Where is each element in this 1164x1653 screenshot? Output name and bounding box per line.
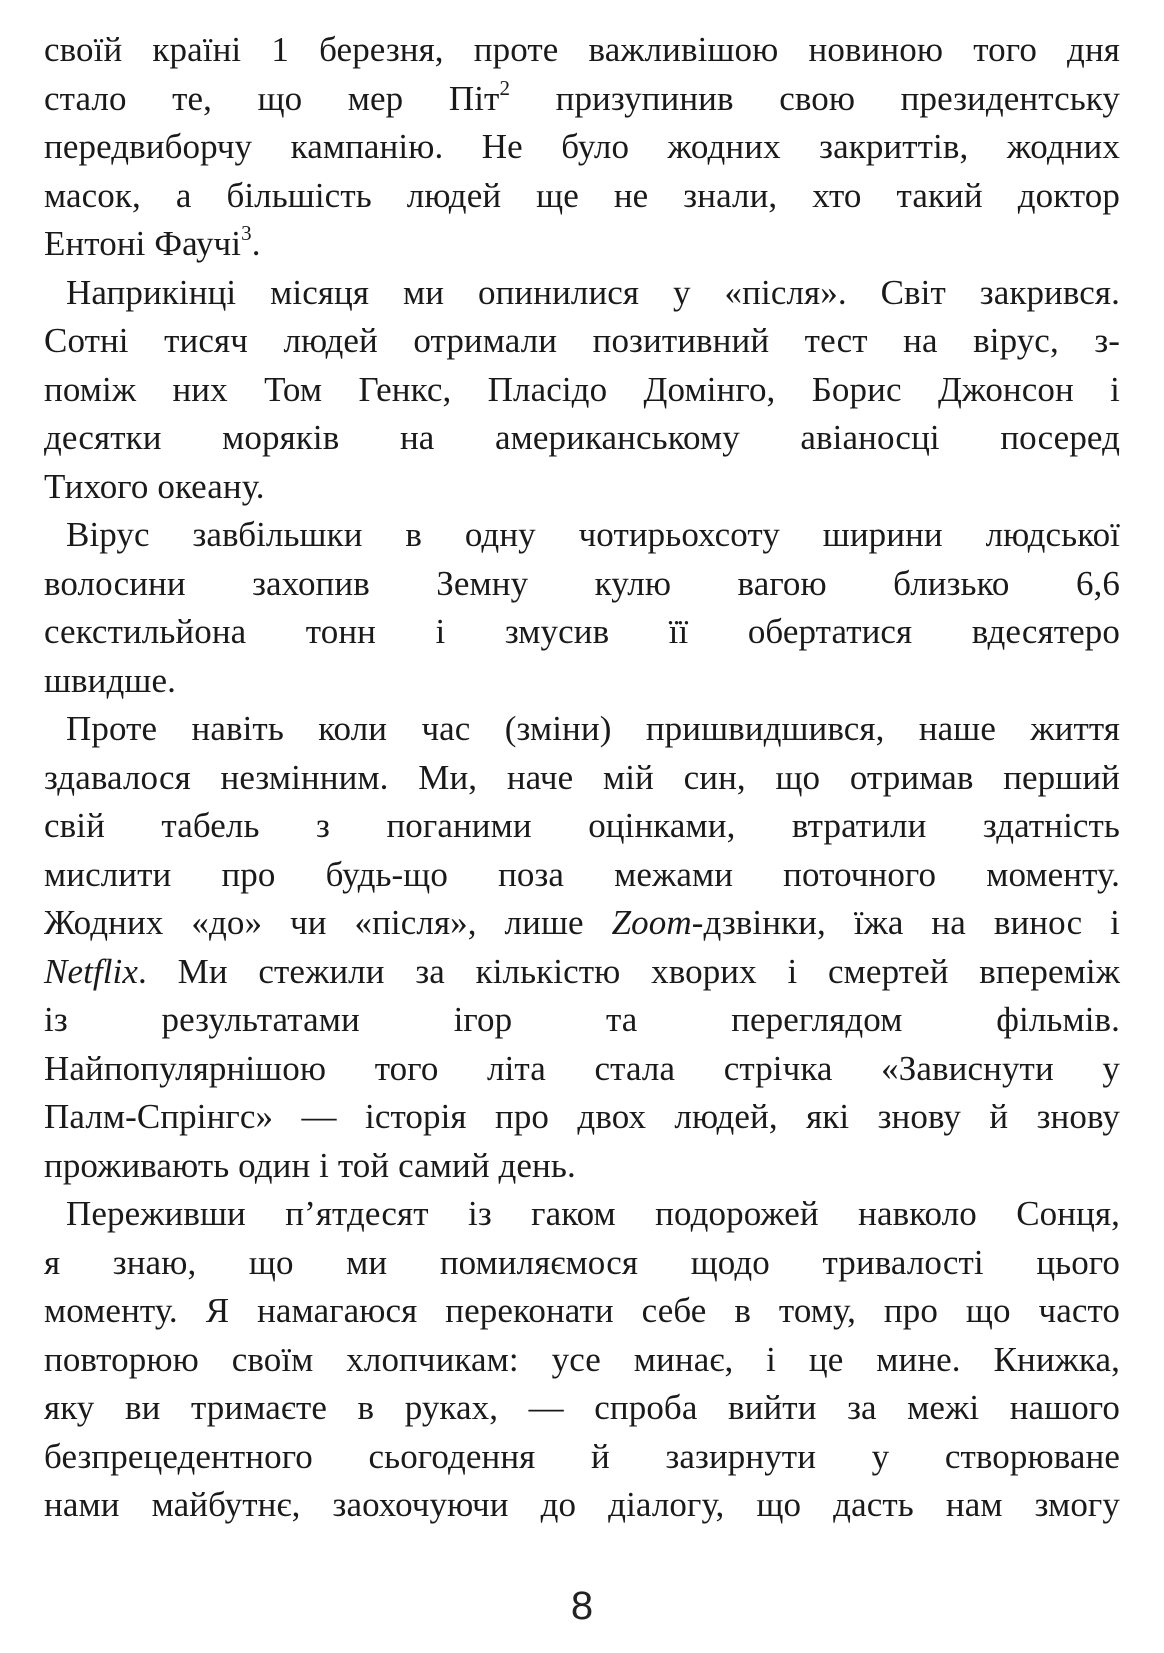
italic-term-netflix: Netflix: [44, 951, 139, 991]
text-line: нами майбутнє, заохочуючи до діалогу, що дасть нам змогу: [44, 1485, 1120, 1524]
text-line: Тихого океану.: [44, 466, 265, 506]
text-line: своїй країні 1 березня, проте важливішою новиною того дня: [44, 30, 1120, 69]
text-line: Наприкінці місяця ми опинилися у «після». Світ закрився.: [66, 272, 1120, 312]
text-line: Найпопулярнішою того літа стала стрічка «Зависнути у: [44, 1048, 1120, 1088]
text-line: повторюю своїм хлопчикам: усе минає, і це мине. Книжка,: [44, 1339, 1120, 1379]
text-line: Переживши п’ятдесят із гаком подорожей навколо Сонця,: [66, 1194, 1120, 1233]
text-line: проживають один і той самий день.: [44, 1145, 576, 1185]
text-line: Netflix. Ми стежили за кількістю хворих і смертей впереміж: [44, 951, 1120, 991]
footnote-ref-2: 2: [499, 75, 511, 100]
text-line: десятки моряків на американському авіаносці посеред: [44, 418, 1120, 457]
text-line: стало те, що мер Піт$^2$ призупинив свою президентську: [44, 75, 1120, 118]
paragraph-3: [44, 511, 1120, 705]
text-line: із результатами ігор та переглядом фільмів.: [44, 1000, 1120, 1039]
paragraph-4: [44, 705, 1120, 1190]
text-line: Палм-Спрінгс» — історія про двох людей, які знову й знову: [44, 1097, 1120, 1136]
footnote-ref-3: 3: [241, 221, 252, 245]
paragraph-5: [44, 1190, 1120, 1530]
text-line: Жодних «до» чи «після», лише Zoom-дзвінки, їжа на винос і: [44, 903, 1120, 942]
text-line: Проте навіть коли час (зміни) пришвидшився, наше життя: [66, 709, 1120, 748]
paragraph-1: [44, 26, 1120, 269]
text-line: яку ви тримаєте в руках, — спроба вийти за межі нашого: [44, 1388, 1120, 1427]
italic-term-zoom: Zoom: [611, 903, 692, 942]
text-line: секстильйона тонн і змусив її обертатися вдесятеро: [44, 612, 1120, 651]
text-line: безпрецедентного сьогодення й зазирнути у створюване: [44, 1436, 1120, 1476]
text-line: волосини захопив Земну кулю вагою близько 6,6: [44, 563, 1120, 603]
text-line: моменту. Я намагаюся переконати себе в тому, про що часто: [44, 1291, 1120, 1330]
text-line: я знаю, що ми помиляємося щодо тривалості цього: [44, 1242, 1120, 1282]
text-line: здавалося незмінним. Ми, наче мій син, що отримав перший: [44, 757, 1120, 797]
text-line: передвиборчу кампанію. Не було жодних закриттів, жодних: [44, 127, 1120, 166]
page-number: 8: [570, 1584, 594, 1628]
text-line: свій табель з поганими оцінками, втратили здатність: [44, 806, 1120, 845]
text-line: швидше.: [44, 660, 176, 700]
paragraph-2: [44, 269, 1120, 512]
text-line: мислити про будь-що поза межами поточного моменту.: [44, 854, 1120, 894]
page-text: [44, 26, 1120, 1530]
text-line: Сотні тисяч людей отримали позитивний тест на вірус, з-: [44, 321, 1120, 360]
text-line: Вірус завбільшки в одну чотирьохсоту ширини людської: [66, 515, 1120, 554]
text-line: Ентоні Фаучі$^3$.: [44, 221, 261, 263]
text-line: масок, а більшість людей ще не знали, хто такий доктор: [44, 175, 1120, 215]
text-line: поміж них Том Генкс, Пласідо Домінго, Борис Джонсон і: [44, 369, 1120, 409]
